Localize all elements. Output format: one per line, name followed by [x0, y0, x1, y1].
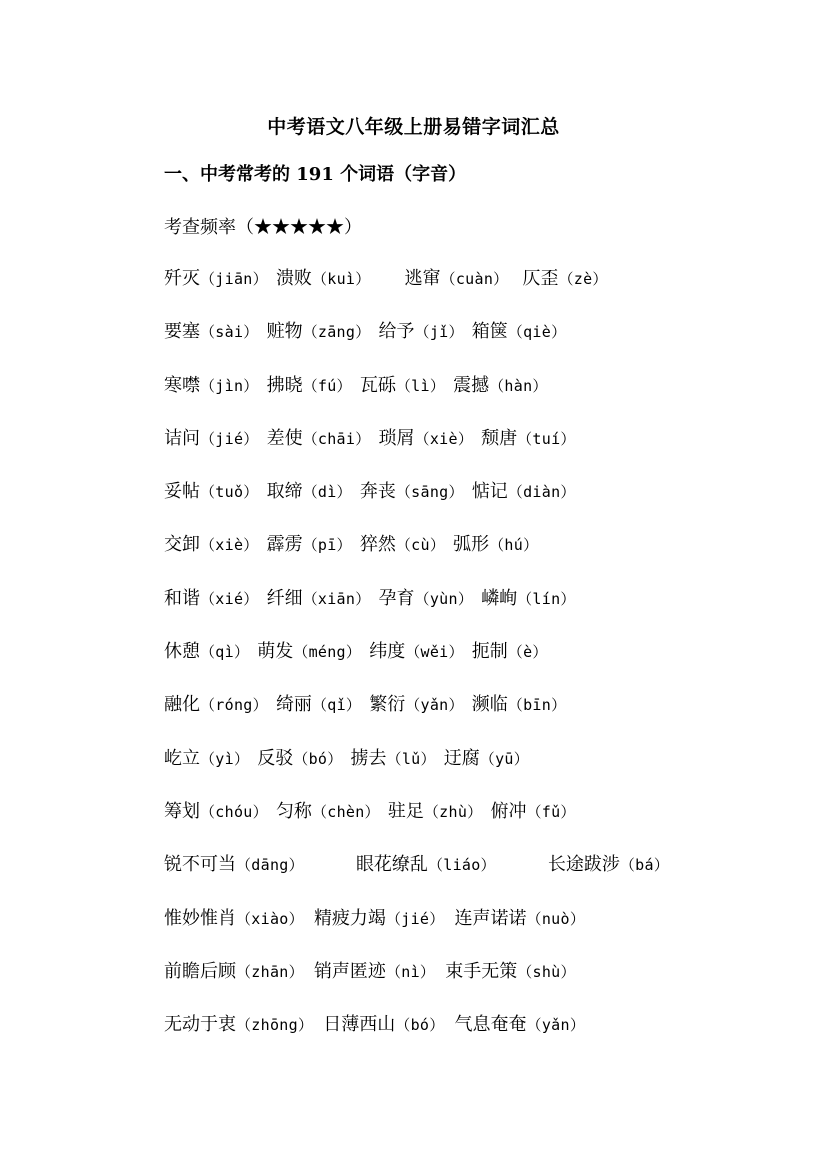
- pinyin-text: （méng）: [293, 643, 362, 662]
- pinyin-text: （shù）: [517, 962, 576, 981]
- word-entry: [379, 426, 474, 452]
- word-text: 掳去: [350, 747, 387, 769]
- word-entry: [164, 319, 259, 345]
- word-text: 仄歪: [522, 268, 559, 289]
- word-entry: [472, 692, 567, 718]
- pinyin-text: （zhān）: [236, 962, 304, 981]
- word-entry: [360, 373, 445, 399]
- word-entry: [522, 266, 607, 292]
- pinyin-text: （xié）: [200, 589, 259, 608]
- word-row: [164, 586, 804, 639]
- pinyin-text: （kuì）: [311, 270, 371, 288]
- word-text: 交卸: [164, 534, 200, 556]
- pinyin-text: （tuí）: [517, 429, 576, 448]
- pinyin-text: （xiè）: [414, 429, 474, 448]
- word-text: 扼制: [471, 641, 508, 663]
- pinyin-text: （lǔ）: [386, 749, 436, 768]
- word-text: 赃物: [266, 321, 303, 343]
- word-entry: [276, 266, 371, 292]
- word-text: 迂腐: [443, 747, 480, 769]
- word-row: [164, 799, 804, 852]
- word-text: 长途跋涉: [547, 854, 620, 876]
- word-text: 萌发: [257, 641, 294, 663]
- word-text: 连声诺诺: [454, 907, 527, 929]
- pinyin-text: （chóu）: [200, 802, 268, 821]
- word-text: 嶙峋: [481, 587, 518, 609]
- pinyin-text: （lín）: [517, 589, 576, 608]
- word-text: 融化: [164, 694, 200, 716]
- word-row: [164, 319, 804, 372]
- word-text: 匀称: [275, 800, 312, 822]
- word-text: 猝然: [359, 534, 396, 556]
- word-entry: [314, 959, 435, 985]
- word-list: [164, 266, 804, 1065]
- word-text: 束手无策: [445, 960, 518, 982]
- pinyin-text: （jǐ）: [414, 323, 464, 342]
- pinyin-text: （yì）: [200, 749, 250, 768]
- pinyin-text: （róng）: [200, 696, 268, 715]
- word-entry: [164, 959, 304, 985]
- pinyin-text: （pī）: [302, 536, 352, 555]
- pinyin-text: （jiān）: [200, 270, 268, 288]
- pinyin-text: （dì）: [302, 483, 352, 502]
- word-text: 和谐: [164, 587, 200, 609]
- word-entry: [445, 959, 576, 985]
- word-text: 无动于衷: [164, 1014, 236, 1036]
- word-text: 日薄西山: [323, 1014, 396, 1036]
- word-entry: [164, 639, 249, 665]
- word-text: 惟妙惟肖: [164, 907, 236, 929]
- word-entry: [164, 586, 259, 612]
- document-title: 中考语文八年级上册易错字词汇总: [267, 116, 560, 138]
- pinyin-text: （sài）: [200, 323, 259, 342]
- word-text: 瓦砾: [359, 374, 396, 396]
- section-heading: 一、中考常考的 191 个词语（字音）: [164, 164, 467, 185]
- word-entry: [164, 532, 259, 558]
- pinyin-text: （diàn）: [507, 483, 576, 502]
- word-entry: [164, 799, 268, 825]
- word-text: 濒临: [471, 694, 508, 716]
- pinyin-text: （zhù）: [423, 802, 483, 821]
- pinyin-text: （hú）: [489, 536, 539, 555]
- word-row: [164, 373, 804, 426]
- pinyin-text: （zè）: [558, 270, 608, 288]
- word-entry: [267, 532, 352, 558]
- pinyin-text: （fú）: [302, 376, 352, 395]
- word-entry: [267, 319, 371, 345]
- word-text: 差使: [266, 427, 303, 449]
- word-entry: [164, 373, 259, 399]
- word-entry: [490, 799, 575, 825]
- word-entry: [481, 426, 576, 452]
- word-row: [164, 906, 804, 959]
- word-entry: [360, 479, 464, 505]
- word-entry: [164, 1012, 313, 1038]
- word-entry: [164, 426, 259, 452]
- word-text: 惦记: [471, 481, 508, 503]
- pinyin-text: （bīn）: [507, 696, 567, 715]
- pinyin-text: （jié）: [200, 429, 259, 448]
- word-text: 琐屑: [378, 427, 415, 449]
- pinyin-text: （yǎn）: [405, 696, 464, 715]
- word-row: [164, 532, 804, 585]
- word-row: [164, 479, 804, 532]
- pinyin-text: （zāng）: [302, 323, 371, 342]
- pinyin-text: （fǔ）: [526, 802, 576, 821]
- pinyin-text: （bó）: [293, 749, 343, 768]
- word-entry: [455, 906, 586, 932]
- pinyin-text: （xiào）: [236, 909, 304, 928]
- word-entry: [369, 692, 464, 718]
- word-row: [164, 959, 804, 1012]
- word-text: 绮丽: [275, 694, 312, 716]
- word-text: 驻足: [387, 800, 424, 822]
- word-text: 弧形: [453, 534, 490, 556]
- word-entry: [481, 586, 576, 612]
- word-entry: [323, 1012, 444, 1038]
- word-entry: [369, 639, 464, 665]
- word-text: 繁衍: [369, 694, 406, 716]
- pinyin-text: （hàn）: [489, 376, 548, 395]
- word-entry: [455, 1012, 586, 1038]
- word-entry: [267, 373, 352, 399]
- word-text: 要塞: [164, 321, 200, 343]
- word-text: 前瞻后顾: [164, 960, 236, 982]
- word-entry: [388, 799, 483, 825]
- word-text: 气息奄奄: [454, 1014, 527, 1036]
- word-text: 颓唐: [481, 427, 518, 449]
- word-text: 纬度: [369, 641, 406, 663]
- pinyin-text: （zhōng）: [236, 1016, 314, 1035]
- word-text: 寒噤: [164, 374, 200, 396]
- word-text: 纤细: [266, 587, 303, 609]
- word-text: 精疲力竭: [313, 907, 386, 929]
- pinyin-text: （yǎn）: [526, 1016, 586, 1035]
- word-text: 眼花缭乱: [355, 854, 428, 876]
- word-text: 箱箧: [471, 321, 508, 343]
- word-row: [164, 1012, 804, 1065]
- word-text: 诘问: [164, 427, 200, 449]
- word-entry: [267, 426, 371, 452]
- word-text: 拂晓: [266, 374, 303, 396]
- word-entry: [164, 266, 268, 292]
- word-row: [164, 852, 804, 905]
- pinyin-text: （tuǒ）: [200, 483, 259, 502]
- pinyin-text: （qiè）: [507, 323, 567, 342]
- pinyin-text: （chāi）: [302, 429, 371, 448]
- pinyin-text: （lì）: [395, 376, 446, 395]
- pinyin-text: （bó）: [395, 1016, 445, 1035]
- word-entry: [164, 906, 304, 932]
- word-entry: [257, 746, 342, 772]
- word-text: 屹立: [164, 747, 200, 769]
- word-text: 锐不可当: [164, 854, 236, 876]
- word-text: 给予: [378, 321, 415, 343]
- word-row: [164, 639, 804, 692]
- word-entry: [379, 586, 474, 612]
- pinyin-text: （nuò）: [526, 909, 586, 928]
- word-entry: [276, 692, 361, 718]
- word-entry: [453, 532, 538, 558]
- word-entry: [453, 373, 548, 399]
- word-entry: [267, 586, 371, 612]
- pinyin-text: （chèn）: [311, 802, 380, 821]
- word-entry: [267, 479, 352, 505]
- pinyin-text: （jìn）: [200, 376, 259, 395]
- word-text: 筹划: [164, 800, 200, 822]
- word-text: 俯冲: [490, 800, 527, 822]
- pinyin-text: （jié）: [385, 909, 445, 928]
- word-entry: [164, 479, 259, 505]
- word-entry: [356, 852, 496, 878]
- word-entry: [405, 266, 509, 292]
- word-text: 休憩: [164, 641, 200, 663]
- frequency-label: 考查频率（★★★★★）: [164, 217, 362, 238]
- word-row: [164, 692, 804, 745]
- word-entry: [257, 639, 361, 665]
- pinyin-text: （liáo）: [427, 856, 496, 875]
- word-entry: [164, 746, 249, 772]
- word-entry: [314, 906, 445, 932]
- pinyin-text: （xiān）: [302, 589, 371, 608]
- word-entry: [360, 532, 445, 558]
- word-entry: [444, 746, 529, 772]
- word-text: 取缔: [266, 481, 303, 503]
- word-row: [164, 746, 804, 799]
- word-text: 奔丧: [359, 481, 396, 503]
- word-text: 孕育: [378, 587, 415, 609]
- pinyin-text: （qǐ）: [311, 696, 362, 715]
- word-text: 歼灭: [164, 268, 200, 289]
- word-entry: [472, 639, 548, 665]
- word-row: [164, 266, 804, 319]
- pinyin-text: （xiè）: [200, 536, 259, 555]
- pinyin-text: （qì）: [200, 643, 250, 662]
- word-row: [164, 426, 804, 479]
- pinyin-text: （cù）: [395, 536, 446, 555]
- word-entry: [164, 692, 268, 718]
- word-entry: [472, 319, 567, 345]
- pinyin-text: （yū）: [479, 749, 530, 768]
- word-entry: [351, 746, 436, 772]
- word-text: 妥帖: [164, 481, 200, 503]
- word-text: 逃窜: [404, 268, 441, 289]
- pinyin-text: （bá）: [619, 856, 670, 875]
- pinyin-text: （dāng）: [236, 856, 304, 875]
- word-text: 震撼: [453, 374, 490, 396]
- pinyin-text: （è）: [507, 643, 548, 662]
- word-entry: [472, 479, 576, 505]
- word-entry: [164, 852, 304, 878]
- word-text: 溃败: [275, 268, 312, 289]
- word-text: 销声匿迹: [313, 960, 386, 982]
- word-entry: [276, 799, 380, 825]
- word-text: 反驳: [257, 747, 294, 769]
- word-entry: [379, 319, 464, 345]
- pinyin-text: （nì）: [385, 962, 436, 981]
- pinyin-text: （cuàn）: [440, 270, 509, 288]
- pinyin-text: （wěi）: [405, 643, 464, 662]
- pinyin-text: （yùn）: [414, 589, 474, 608]
- word-text: 霹雳: [266, 534, 303, 556]
- word-entry: [548, 852, 669, 878]
- pinyin-text: （sāng）: [395, 483, 464, 502]
